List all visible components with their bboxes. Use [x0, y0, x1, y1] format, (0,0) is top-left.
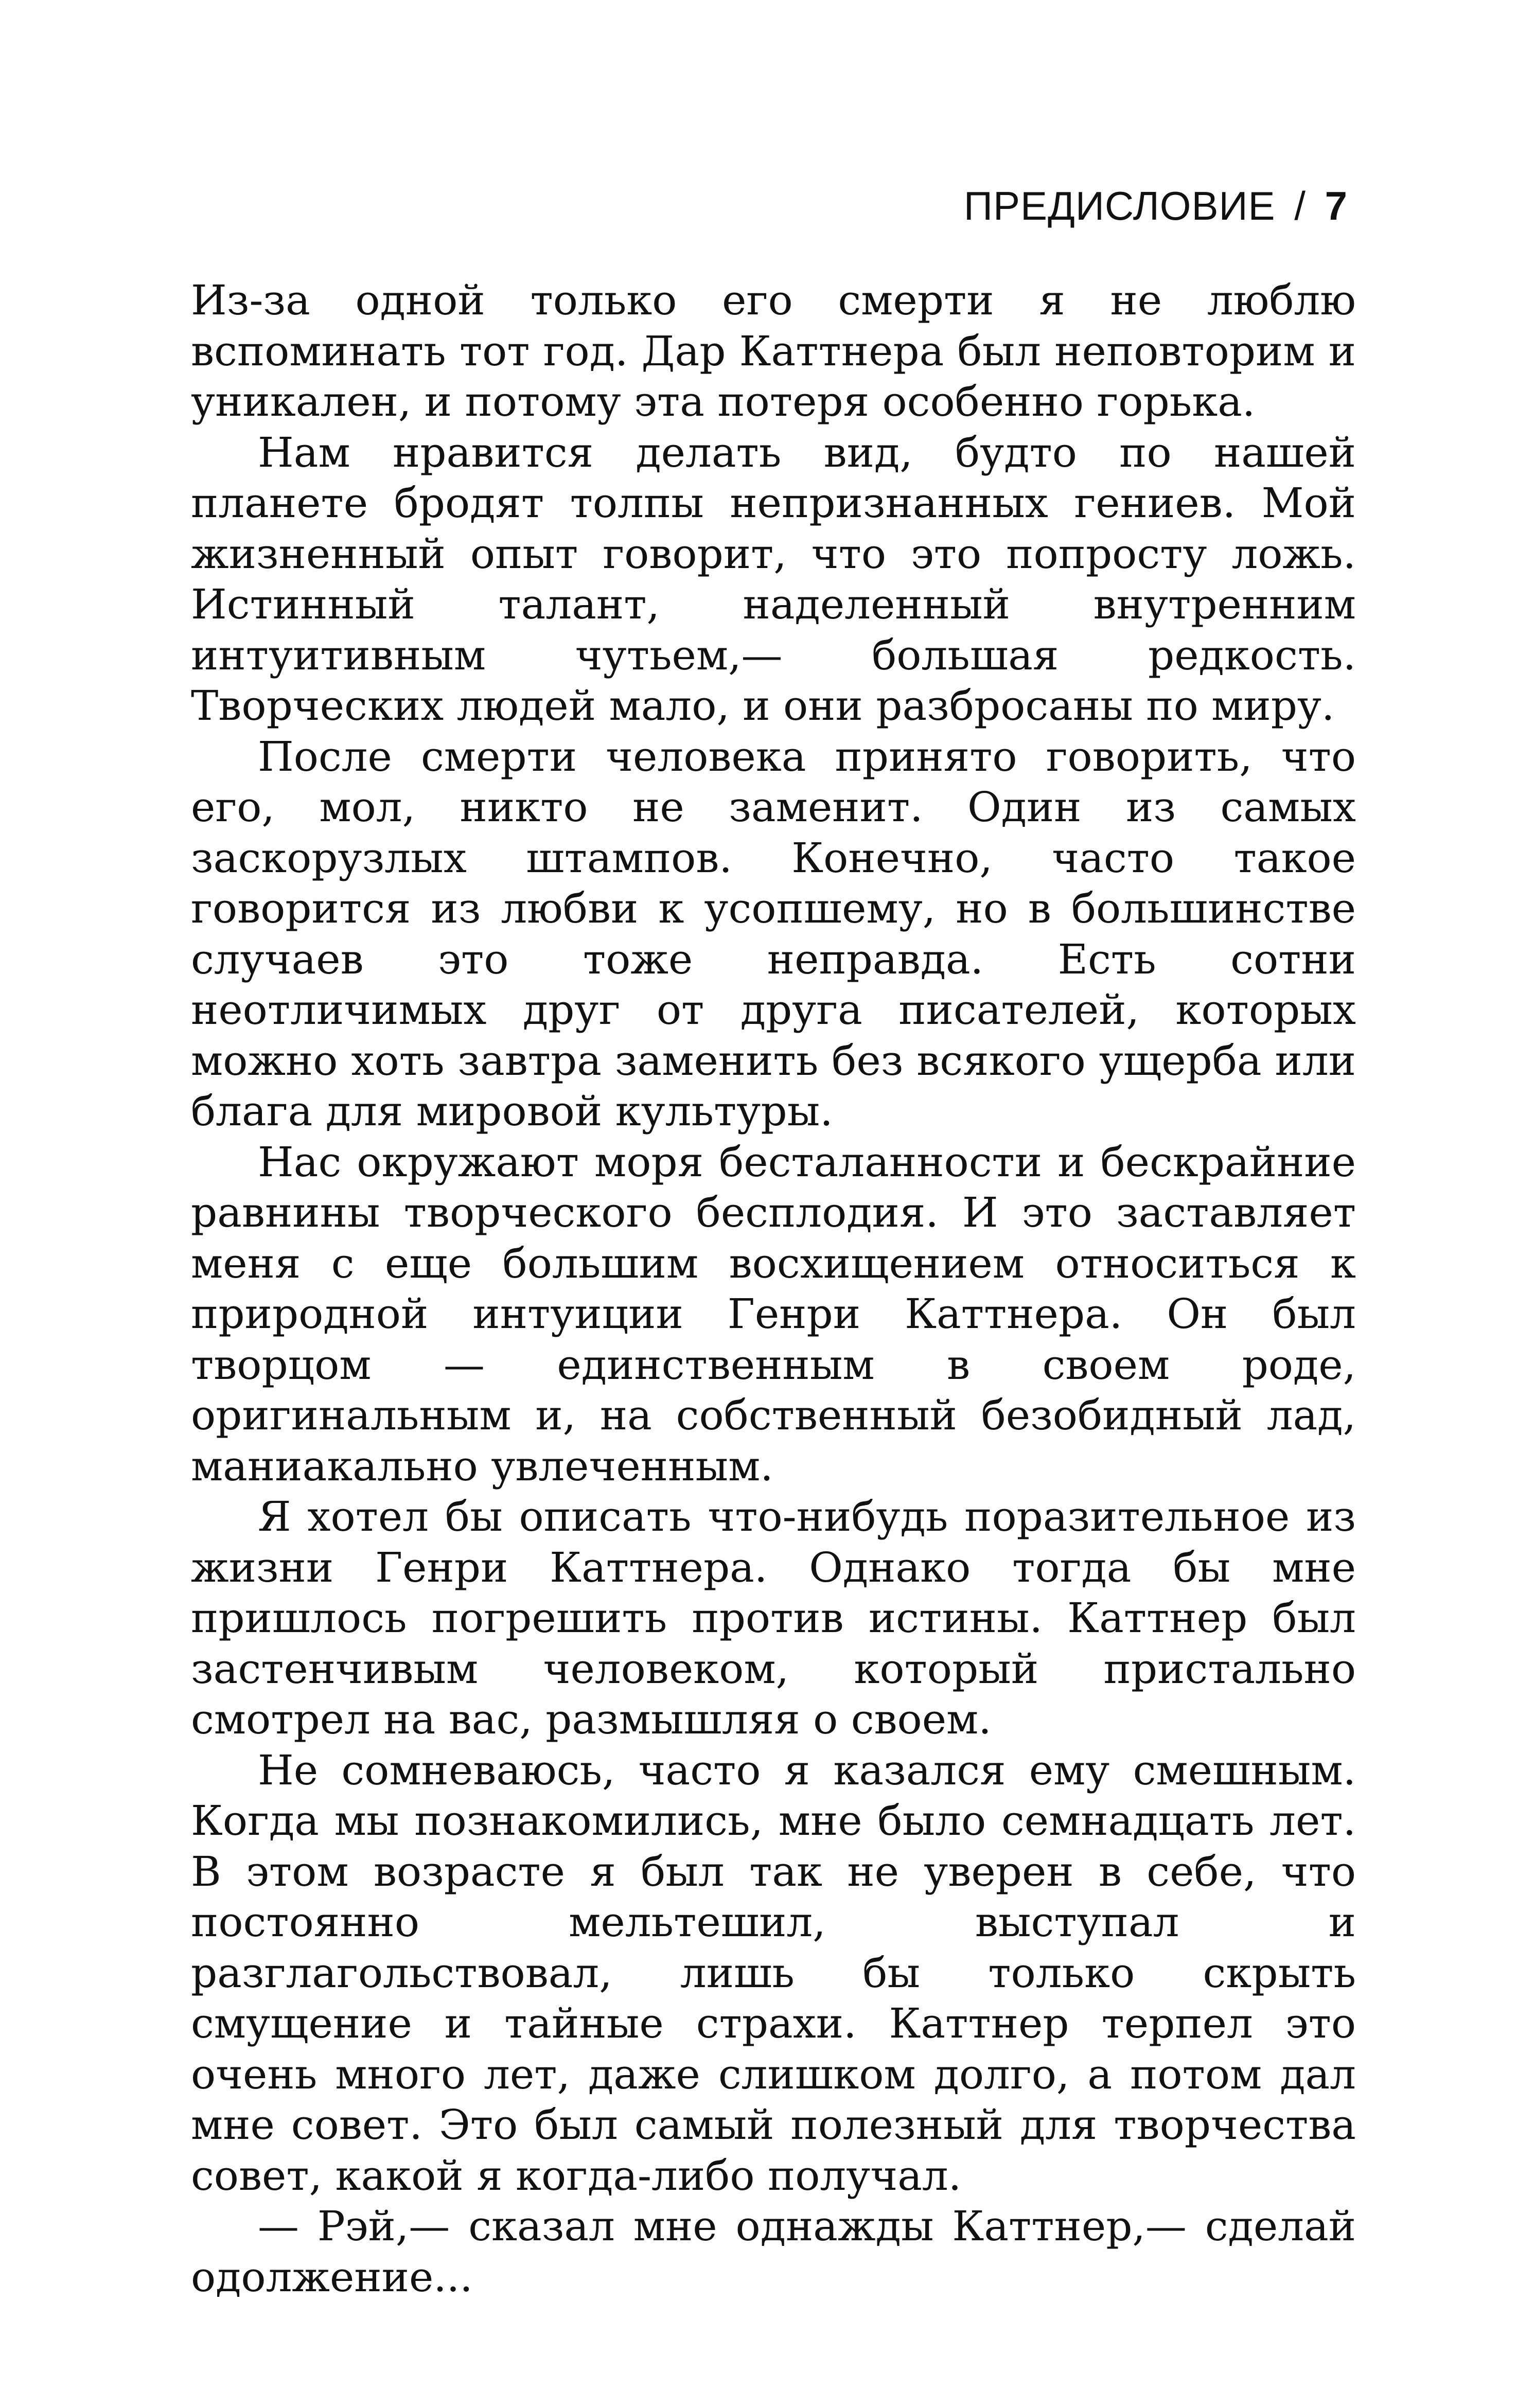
paragraph: После смерти человека принято говорить, что его, мол, никто не заменит. Один из самых заскорузлых штампов. Конечно, часто такое говорится из любви к усопшему, но в большинстве случаев это тоже неправда. Есть сотни неотличимых друг от друга писателей, которых можно хоть завтра заменить без всякого ущерба или блага для мировой культуры. — [191, 732, 1356, 1135]
paragraph: Я хотел бы описать что-нибудь поразительное из жизни Генри Каттнера. Однако тогда бы мне пришлось погрешить против истины. Каттнер был застенчивым человеком, который пристально смотрел на вас, размышляя о своем. — [191, 1493, 1356, 1743]
paragraph-dialogue: — Рэй,— сказал мне однажды Каттнер,— сделай одолжение... — [191, 2202, 1356, 2301]
running-header — [964, 183, 1348, 229]
paragraph-continued: Из-за одной только его смерти я не люблю вспоминать тот год. Дар Каттнера был неповторим и уникален, и потому эта потеря особенно горька. — [191, 276, 1356, 426]
header-separator: / — [1294, 183, 1306, 228]
section-title: ПРЕДИСЛОВИЕ — [963, 183, 1276, 228]
paragraph: Нас окружают моря бесталанности и бескрайние равнины творческого бесплодия. И это заставляет меня с еще большим восхищением относиться к природной интуиции Генри Каттнера. Он был творцом — единственным в своем роде, оригинальным и, на собственный безобидный лад, маниакально увлеченным. — [191, 1138, 1356, 1490]
body-text — [191, 275, 1356, 2303]
page-number: 7 — [1325, 183, 1348, 228]
paragraph: Не сомневаюсь, часто я казался ему смешным. Когда мы познакомились, мне было семнадцать лет. В этом возрасте я был так не уверен в себе, что постоянно мельтешил, выступал и разглагольствовал, лишь бы только скрыть смущение и тайные страхи. Каттнер терпел это очень много лет, даже слишком долго, а потом дал мне совет. Это был самый полезный для творчества совет, какой я когда-либо получал. — [191, 1746, 1356, 2200]
paragraph: Нам нравится делать вид, будто по нашей планете бродят толпы непризнанных гениев. Мой жизненный опыт говорит, что это попросту ложь. Истинный талант, наделенный внутренним интуитивным чутьем,— большая редкость. Творческих людей мало, и они разбросаны по миру. — [191, 428, 1356, 730]
